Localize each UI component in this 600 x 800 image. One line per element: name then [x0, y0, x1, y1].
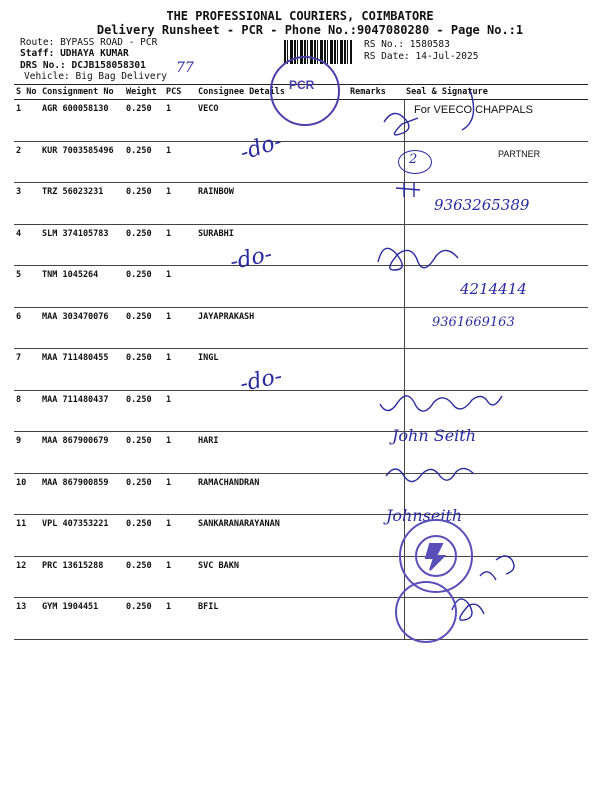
row-pcs: 1	[164, 224, 196, 266]
route-value: BYPASS ROAD - PCR	[60, 37, 158, 48]
row-sno: 9	[14, 432, 40, 474]
row-consignment-no: GYM 1904451	[40, 598, 124, 640]
pcr-stamp-label: PCR	[289, 78, 315, 92]
row-consignee	[196, 266, 348, 308]
drs-value: DCJB158058301	[71, 60, 146, 71]
row-remarks	[348, 266, 404, 308]
row-consignee: BFIL	[196, 598, 348, 640]
row-seal-signature	[404, 598, 588, 640]
row-weight: 0.250	[124, 141, 164, 183]
col-sno: S No	[14, 85, 40, 100]
vehicle-line	[24, 71, 167, 82]
row-pcs: 1	[164, 266, 196, 308]
row-weight: 0.250	[124, 473, 164, 515]
row-consignee: VECO	[196, 100, 348, 142]
row-consignee: RAMACHANDRAN	[196, 473, 348, 515]
route-line	[20, 37, 157, 48]
table-row	[14, 598, 588, 640]
row-consignee: SURABHI	[196, 224, 348, 266]
row-weight: 0.250	[124, 100, 164, 142]
table-row	[14, 473, 588, 515]
rs-date-line	[364, 51, 478, 62]
row-consignment-no: MAA 303470076	[40, 307, 124, 349]
staff-line	[20, 48, 129, 59]
row-consignment-no: MAA 867900859	[40, 473, 124, 515]
row-consignment-no: AGR 600058130	[40, 100, 124, 142]
row-seal-signature	[404, 349, 588, 391]
row-consignee: SVC BAKN	[196, 556, 348, 598]
table-row	[14, 556, 588, 598]
row-sno: 12	[14, 556, 40, 598]
rs-no-line	[364, 39, 450, 50]
handwritten-77: 77	[176, 60, 194, 76]
row-consignee: RAINBOW	[196, 183, 348, 225]
drs-line	[20, 60, 146, 71]
row-consignment-no: MAA 711480455	[40, 349, 124, 391]
row-weight: 0.250	[124, 390, 164, 432]
signature-john-seith-1: John Seith	[392, 426, 477, 445]
col-remarks: Remarks	[348, 85, 404, 100]
col-consignee: Consignee Details	[196, 85, 348, 100]
row-weight: 0.250	[124, 515, 164, 557]
row-weight: 0.250	[124, 556, 164, 598]
row-pcs: 1	[164, 183, 196, 225]
row-consignment-no: MAA 711480437	[40, 390, 124, 432]
row-pcs: 1	[164, 515, 196, 557]
row-consignment-no: SLM 374105783	[40, 224, 124, 266]
table-row	[14, 224, 588, 266]
row-sno: 13	[14, 598, 40, 640]
rs-date-label: RS Date:	[364, 51, 410, 62]
row-sno: 1	[14, 100, 40, 142]
rs-no-label: RS No.:	[364, 39, 405, 50]
col-weight: Weight	[124, 85, 164, 100]
row-sno: 2	[14, 141, 40, 183]
row-seal-signature	[404, 224, 588, 266]
row-pcs: 1	[164, 556, 196, 598]
table-row	[14, 390, 588, 432]
row-consignment-no: TNM 1045264	[40, 266, 124, 308]
row-remarks	[348, 224, 404, 266]
row-weight: 0.250	[124, 224, 164, 266]
row-remarks	[348, 141, 404, 183]
vehicle-label: Vehicle:	[24, 71, 70, 82]
partner-text: PARTNER	[498, 149, 541, 159]
vehicle-value: Big Bag Delivery	[75, 71, 168, 82]
row-pcs: 1	[164, 390, 196, 432]
row-pcs: 1	[164, 307, 196, 349]
col-consignment: Consignment No	[40, 85, 124, 100]
page-title: THE PROFESSIONAL COURIERS, COIMBATORE	[166, 9, 434, 23]
table-row	[14, 432, 588, 474]
phone-note-1: 9363265389	[434, 196, 530, 214]
phone-note-3: 9361669163	[432, 315, 515, 330]
row-sno: 3	[14, 183, 40, 225]
row-weight: 0.250	[124, 307, 164, 349]
row-pcs: 1	[164, 349, 196, 391]
row-consignment-no: MAA 867900679	[40, 432, 124, 474]
page-subtitle: Delivery Runsheet - PCR - Phone No.:9047080280 - Page No.:1	[96, 23, 524, 37]
row-weight: 0.250	[124, 598, 164, 640]
rs-date-value: 14-Jul-2025	[415, 51, 479, 62]
runsheet-table	[14, 84, 588, 640]
row-remarks	[348, 183, 404, 225]
row-remarks	[348, 100, 404, 142]
route-label: Route:	[20, 37, 55, 48]
row-weight: 0.250	[124, 183, 164, 225]
row-pcs: 1	[164, 141, 196, 183]
row-pcs: 1	[164, 100, 196, 142]
drs-label: DRS No.:	[20, 60, 66, 71]
staff-value: UDHAYA KUMAR	[60, 48, 129, 59]
row-consignee: HARI	[196, 432, 348, 474]
row-pcs: 1	[164, 432, 196, 474]
signature-john-seith-2: Johnseith	[386, 506, 463, 525]
row-remarks	[348, 556, 404, 598]
rs-no-value: 1580583	[409, 39, 450, 50]
row-remarks	[348, 349, 404, 391]
staff-label: Staff:	[20, 48, 55, 59]
ditto-mark-1: -do-	[237, 129, 286, 166]
row-sno: 4	[14, 224, 40, 266]
row-remarks	[348, 307, 404, 349]
row-consignee: JAYAPRAKASH	[196, 307, 348, 349]
veeco-seal-text: For VEECO CHAPPALS	[414, 104, 533, 116]
row-sno: 10	[14, 473, 40, 515]
row-sno: 5	[14, 266, 40, 308]
table-row	[14, 515, 588, 557]
col-seal: Seal & Signature	[404, 85, 588, 100]
row-sno: 11	[14, 515, 40, 557]
row-weight: 0.250	[124, 432, 164, 474]
row-sno: 6	[14, 307, 40, 349]
row-consignment-no: KUR 7003585496	[40, 141, 124, 183]
ditto-mark-2: -do-	[227, 241, 275, 276]
table-row	[14, 349, 588, 391]
row-consignment-no: PRC 13615288	[40, 556, 124, 598]
row-pcs: 1	[164, 598, 196, 640]
row-weight: 0.250	[124, 349, 164, 391]
row-sno: 8	[14, 390, 40, 432]
row-consignee: INGL	[196, 349, 348, 391]
ditto-mark-3: -do-	[237, 363, 285, 398]
row-consignee: SANKARANARAYANAN	[196, 515, 348, 557]
row-remarks	[348, 598, 404, 640]
row-consignment-no: TRZ 56023231	[40, 183, 124, 225]
row-pcs: 1	[164, 473, 196, 515]
phone-note-2: 4214414	[460, 280, 527, 298]
table-row	[14, 141, 588, 183]
col-pcs: PCS	[164, 85, 196, 100]
row-weight: 0.250	[124, 266, 164, 308]
row-sno: 7	[14, 349, 40, 391]
row-consignment-no: VPL 407353221	[40, 515, 124, 557]
row-consignee	[196, 390, 348, 432]
circled-number-text: 2	[409, 152, 418, 167]
row-seal-signature	[404, 556, 588, 598]
